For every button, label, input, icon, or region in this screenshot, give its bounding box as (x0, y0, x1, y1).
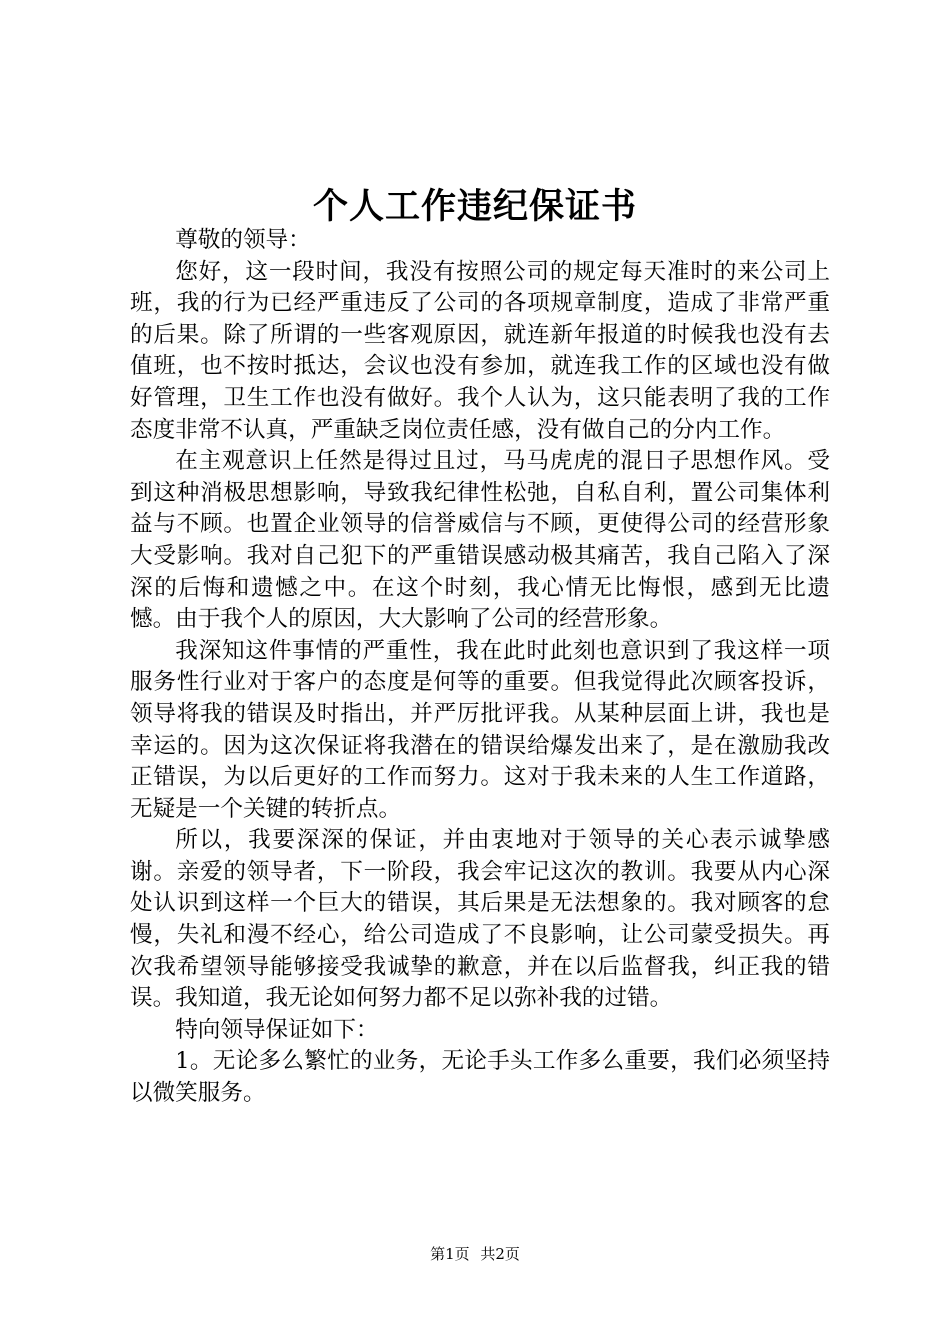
body-paragraph: 您好，这一段时间，我没有按照公司的规定每天准时的来公司上班，我的行为已经严重违反了公司的各项规章制度，造成了非常严重的后果。除了所谓的一些客观原因，就连新年报道的时候我也没有去值班，也不按时抵达，会议也没有参加，就连我工作的区域也没有做好管理，卫生工作也没有做好。我个人认为，这只能表明了我的工作态度非常不认真，严重缺乏岗位责任感，没有做自己的分内工作。 (130, 258, 830, 443)
body-paragraph: 我深知这件事情的严重性，我在此时此刻也意识到了我这样一项服务性行业对于客户的态度是何等的重要。但我觉得此次顾客投诉，领导将我的错误及时指出，并严厉批评我。从某种层面上讲，我也是幸运的。因为这次保证将我潜在的错误给爆发出来了，是在激励我改正错误，为以后更好的工作而努力。这对于我未来的人生工作道路，无疑是一个关键的转折点。 (130, 637, 830, 822)
document-title: 个人工作违纪保证书 (312, 186, 637, 227)
body-paragraph: 在主观意识上任然是得过且过，马马虎虎的混日子思想作风。受到这种消极思想影响，导致我纪律性松弛，自私自利，置公司集体利益与不顾。也置企业领导的信誉威信与不顾，更使得公司的经营形象大受影响。我对自己犯下的严重错误感动极其痛苦，我自己陷入了深深的后悔和遗憾之中。在这个时刻，我心情无比悔恨，感到无比遗憾。由于我个人的原因，大大影响了公司的经营形象。 (130, 448, 830, 633)
salutation: 尊敬的领导： (175, 227, 311, 253)
pledge-intro: 特向领导保证如下： (175, 1016, 379, 1043)
pledge-item: 1。无论多么繁忙的业务，无论手头工作多么重要，我们必须坚持以微笑服务。 (130, 1048, 830, 1107)
page-footer: 第1页 共2页 (430, 1245, 520, 1263)
body-paragraph: 所以，我要深深的保证，并由衷地对于领导的关心表示诚挚感谢。亲爱的领导者，下一阶段，我会牢记这次的教训。我要从内心深处认识到这样一个巨大的错误，其后果是无法想象的。我对顾客的怠慢，失礼和漫不经心，给公司造成了不良影响，让公司蒙受损失。再次我希望领导能够接受我诚挚的歉意，并在以后监督我，纠正我的错误。我知道，我无论如何努力都不足以弥补我的过错。 (130, 827, 830, 1012)
document-body (130, 225, 830, 1110)
